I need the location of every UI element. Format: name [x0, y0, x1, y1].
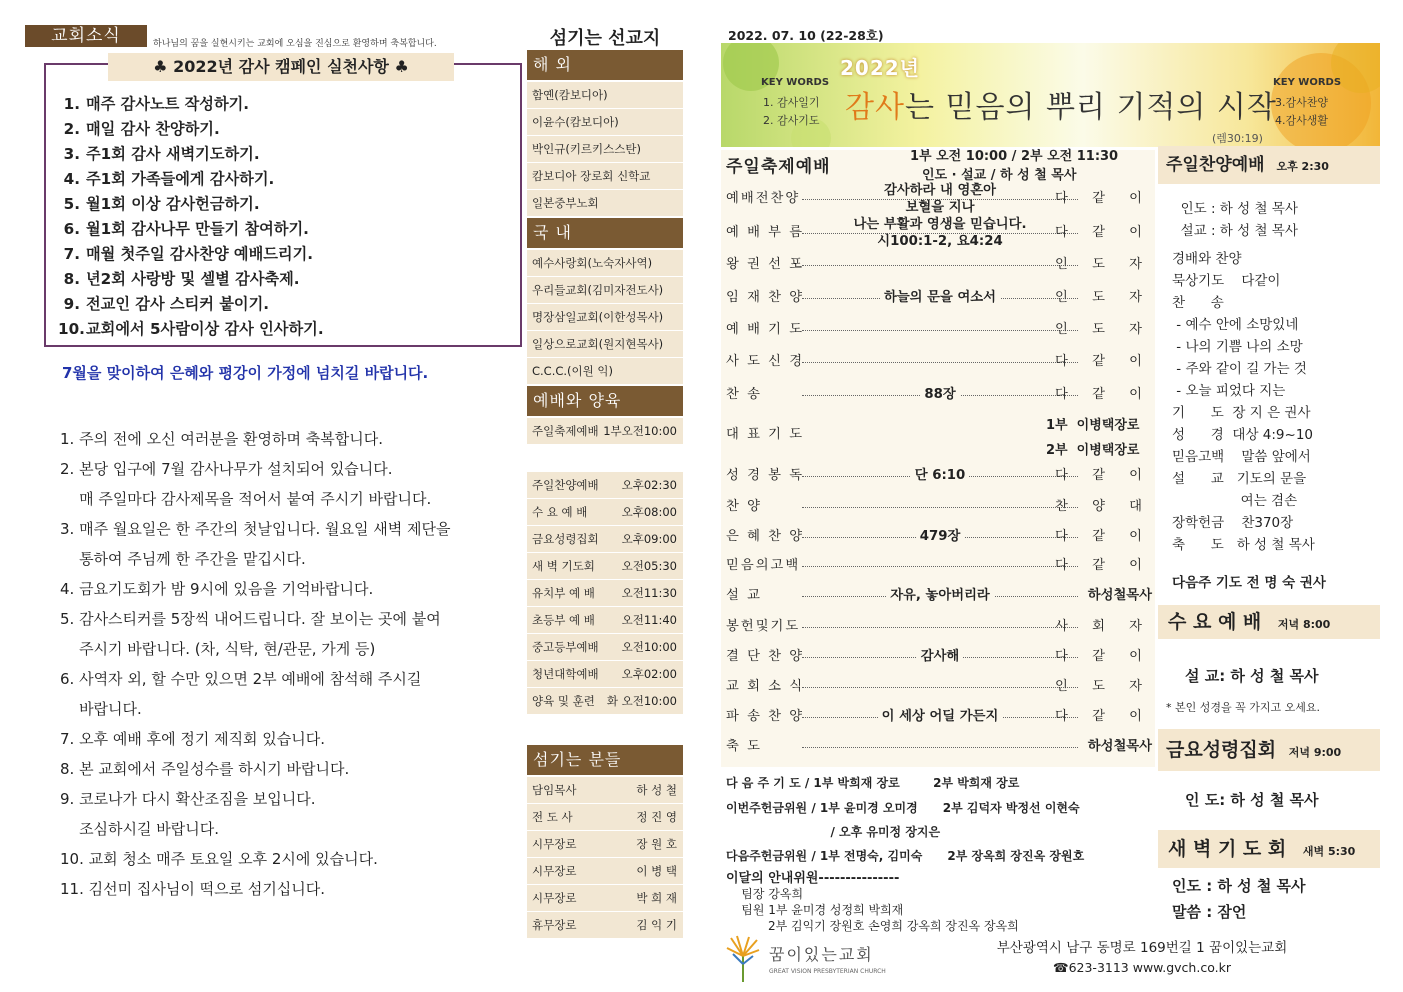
overseas-mission: [527, 136, 683, 163]
keywords-left-2: 2. 감사기도: [763, 114, 820, 127]
campaign-item-text: 주1회 가족들에게 감사하기.: [86, 170, 275, 188]
welcome-note: 하나님의 꿈을 실현시키는 교회에 오심을 진심으로 환영하며 축복합니다.: [153, 39, 437, 49]
domestic-mission: [527, 250, 683, 277]
campaign-item-number: 9.: [63, 295, 80, 313]
service-schedule-row: [527, 607, 683, 634]
slogan-rest: 는 믿음의 뿌리 기적의 시작: [904, 90, 1277, 125]
order-dots: [802, 265, 1078, 266]
order-label: 은 혜 찬 양: [726, 529, 805, 544]
order-label: 예 배 기 도: [726, 322, 805, 337]
order-dots: [802, 507, 1078, 508]
sunday-service-time: [910, 147, 1118, 185]
domestic-mission: [527, 304, 683, 331]
campaign-item: [58, 142, 324, 167]
order-dots: [802, 566, 1078, 567]
order-dots: [802, 330, 1078, 331]
keywords-left-1: 1. 감사일기: [763, 96, 820, 109]
worship-order-row: [726, 217, 1154, 249]
sunday-time-line: 1부 오전 10:00 / 2부 오전 11:30: [910, 149, 1119, 164]
keywords-left-title: KEY WORDS: [761, 77, 830, 88]
service-schedule-row-value: 오후02:30: [621, 478, 677, 492]
news-item: 매 주일마다 감사제목을 적어서 붙여 주시기 바랍니다.: [60, 490, 432, 508]
worship-order-row: [726, 555, 1154, 577]
order-dots: [802, 687, 1078, 688]
banner-slogan: [845, 82, 1277, 126]
keywords-right-title: KEY WORDS: [1273, 77, 1342, 88]
staff-row-label: 시무장로: [532, 864, 577, 878]
praise-service-title: 주일찬양예배: [1166, 155, 1265, 175]
news-item: 주시기 바랍니다. (차, 식탁, 현/관문, 가게 등): [60, 640, 376, 658]
news-item: 통하여 주님께 한 주간을 맡깁시다.: [60, 550, 306, 568]
order-label: 파 송 찬 양: [726, 709, 805, 724]
order-responsible: 다 같 이: [1055, 468, 1152, 483]
service-schedule-row-value: 오후09:00: [621, 532, 677, 546]
order-content-text: 이 세상 어딜 가든지: [878, 709, 1003, 724]
domestic-mission-label: C.C.C.(이원 익): [532, 364, 614, 378]
worship-order-row: [726, 736, 1154, 758]
worship-footer-line: 팀원 1부 윤미경 성정희 박희재: [726, 903, 904, 917]
campaign-item-text: 년2회 사랑방 및 셀별 감사축제.: [86, 270, 300, 288]
wednesday-time: 저녁 8:00: [1277, 618, 1331, 631]
service-schedule-row-value: 화 오전10:00: [606, 694, 677, 708]
church-contact: ☎623-3113 www.gvch.co.kr: [1053, 960, 1231, 975]
order-label: 사 도 신 경: [726, 354, 805, 369]
staff-row: [527, 858, 683, 885]
staff-header: 섬기는 분들: [527, 745, 683, 775]
order-responsible: 인 도 자: [1055, 257, 1152, 272]
order-responsible: 다 같 이: [1055, 354, 1152, 369]
domestic-header: 국 내: [527, 218, 683, 248]
order-responsible: 다 같 이: [1055, 529, 1152, 544]
service-schedule-row-label: 주일축제예배: [532, 424, 599, 438]
order-content: [802, 646, 1078, 668]
service-schedule-row-value: [607, 715, 677, 716]
logo-subtext: GREAT VISION PRESBYTERIAN CHURCH: [769, 968, 886, 975]
service-schedule-row: [527, 688, 683, 715]
praise-service-time: 오후 2:30: [1276, 160, 1329, 173]
service-schedule-row: [527, 526, 683, 553]
worship-order-row: [726, 183, 1154, 215]
order-responsible: 다 같 이: [1055, 709, 1152, 724]
order-content-sub: 보혈을 지나: [902, 200, 979, 215]
staff-row-value: 김 익 기: [636, 918, 677, 932]
campaign-item-number: 3.: [63, 145, 80, 163]
worship-order-row: [726, 319, 1154, 341]
prayer-part1: 1부 이병택장로: [1046, 418, 1140, 433]
wednesday-service-header: [1158, 605, 1380, 639]
campaign-item-text: 주1회 감사 새벽기도하기.: [86, 145, 260, 163]
praise-detail-line: 축 도 하 성 철 목사: [1172, 537, 1315, 553]
worship-footer-line: 다음주헌금위원 / 1부 전명숙, 김미숙 2부 장옥희 장진옥 장원호: [726, 849, 1085, 863]
logo-text: 꿈이있는교회: [769, 945, 874, 964]
praise-detail-line: 기 도 장 지 은 권사: [1172, 405, 1311, 421]
order-responsible: 다 같 이: [1055, 191, 1152, 206]
news-item: 7. 오후 예배 후에 정기 제직회 있습니다.: [60, 730, 326, 748]
order-responsible: 인 도 자: [1055, 290, 1152, 305]
campaign-item-text: 월1회 이상 감사헌금하기.: [86, 195, 260, 213]
order-responsible: 인 도 자: [1055, 322, 1152, 337]
news-item: 2. 본당 입구에 7월 감사나무가 설치되어 있습니다.: [60, 460, 393, 478]
news-item: 1. 주의 전에 오신 여러분을 환영하며 축복합니다.: [60, 430, 383, 448]
service-schedule-row-label: 금요성령집회: [532, 532, 599, 546]
news-list: [60, 424, 530, 904]
july-message: 7월을 맞이하여 은혜와 평강이 가정에 넘치길 바랍니다.: [62, 364, 429, 382]
order-responsible: 하성철목사: [1087, 739, 1152, 754]
banner-year: 2022년: [840, 56, 920, 80]
campaign-item-number: 7.: [63, 245, 80, 263]
staff-row-label: 담임목사: [532, 783, 577, 797]
domestic-mission-label: 우리들교회(김미자전도사): [532, 283, 664, 297]
campaign-item-number: 10.: [58, 320, 85, 338]
overseas-mission-label: 박인규(키르키스스탄): [532, 142, 641, 156]
section-tag: 교회소식: [25, 25, 147, 47]
order-content-text: 88장: [920, 387, 959, 402]
friday-time: 저녁 9:00: [1288, 746, 1342, 759]
praise-detail-line: 여는 겸손: [1172, 493, 1298, 509]
order-content: [802, 287, 1078, 309]
worship-order-row: [726, 676, 1154, 698]
order-label: 결 단 찬 양: [726, 649, 805, 664]
campaign-list: [58, 92, 324, 342]
campaign-item: [58, 242, 324, 267]
news-item: 11. 김선미 집사님이 떡으로 섬기십니다.: [60, 880, 326, 898]
worship-order-row: [726, 287, 1154, 309]
news-item: 바랍니다.: [60, 700, 142, 718]
campaign-item-number: 1.: [63, 95, 80, 113]
campaign-item-number: 2.: [63, 120, 80, 138]
service-schedule-row-label: 유치부 예 배: [532, 586, 595, 600]
staff-row: [527, 885, 683, 912]
worship-order-row: [726, 706, 1154, 728]
news-item: 4. 금요기도회가 밤 9시에 있음을 기억바랍니다.: [60, 580, 374, 598]
campaign-item: [58, 192, 324, 217]
order-responsible: 찬 양 대: [1055, 499, 1152, 514]
order-label: 임 재 찬 양: [726, 290, 805, 305]
order-content-text: 단 6:10: [911, 468, 970, 483]
worship-footer-line: 2부 김익기 장원호 손영희 강옥희 장진옥 장옥희: [726, 919, 1019, 933]
order-responsible: 하성철목사: [1087, 588, 1152, 603]
order-content-sub: 시100:1-2, 요4:24: [873, 234, 1007, 249]
order-content: [802, 465, 1078, 487]
news-item: 조심하시길 바랍니다.: [60, 820, 220, 838]
worship-order-row: [726, 616, 1154, 638]
order-label: 믿음의고백: [726, 558, 801, 573]
campaign-item-text: 매주 감사노트 작성하기.: [86, 95, 250, 113]
service-schedule-row: [527, 553, 683, 580]
order-dots: [802, 627, 1078, 628]
overseas-mission-label: 일본중부노회: [532, 196, 599, 210]
order-responsible: 다 같 이: [1055, 387, 1152, 402]
praise-detail-line: 경배와 찬양: [1172, 251, 1242, 267]
order-label: 찬 양: [726, 499, 762, 514]
praise-detail-line: - 오늘 피었다 지는: [1172, 383, 1286, 399]
services-header: 예배와 양육: [527, 386, 683, 416]
overseas-mission-label: 이윤수(캄보디아): [532, 115, 619, 129]
news-item: 10. 교회 청소 매주 토요일 오후 2시에 있습니다.: [60, 850, 378, 868]
domestic-mission: [527, 358, 683, 385]
staff-row-value: 이 병 택: [636, 864, 677, 878]
service-schedule-row: [527, 445, 683, 446]
campaign-item: [58, 292, 324, 317]
overseas-mission: [527, 163, 683, 190]
dawn-title: 새 벽 기 도 회: [1168, 838, 1287, 860]
praise-detail-line: 장학헌금 찬370장: [1172, 515, 1294, 531]
friday-leader: 인 도: 하 성 철 목사: [1185, 791, 1319, 809]
campaign-item: [58, 117, 324, 142]
order-content: [802, 384, 1078, 406]
service-schedule-row-label: 새 벽 기도회: [532, 559, 595, 573]
order-dots: [802, 747, 1078, 748]
campaign-item-text: 매일 감사 찬양하기.: [86, 120, 220, 138]
order-responsible: 다 같 이: [1055, 558, 1152, 573]
worship-footer-line: 이달의 안내위원---------------: [726, 871, 900, 886]
praise-detail-line: 설 교 기도의 문을: [1172, 471, 1307, 487]
dawn-time: 새벽 5:30: [1302, 845, 1356, 858]
campaign-item-number: 5.: [63, 195, 80, 213]
news-item: 8. 본 교회에서 주일성수를 하시기 바랍니다.: [60, 760, 350, 778]
staff-row-label: 시무장로: [532, 837, 577, 851]
order-content: [802, 706, 1078, 728]
service-schedule-row: [527, 499, 683, 526]
overseas-mission: [527, 109, 683, 136]
service-schedule-row-label: 수 요 예 배: [532, 505, 588, 519]
praise-service-header: [1158, 146, 1380, 184]
order-label: 설 교: [726, 588, 762, 603]
dawn-prayer-header: [1158, 830, 1380, 868]
staff-row-label: 휴무장로: [532, 918, 577, 932]
dawn-word: 말씀 : 잠언: [1172, 903, 1247, 921]
staff-row: [527, 804, 683, 831]
service-schedule-row: [527, 472, 683, 499]
service-schedule-row: [527, 634, 683, 661]
praise-detail-line: - 주와 같이 길 가는 것: [1172, 361, 1307, 377]
worship-footer-line: 다 음 주 기 도 / 1부 박희재 장로 2부 박희재 장로: [726, 776, 1020, 790]
praise-detail-line: - 나의 기쁨 나의 소망: [1172, 339, 1303, 355]
staff-row: [527, 777, 683, 804]
order-label: 왕 권 선 포: [726, 257, 805, 272]
order-responsible: 사 회 자: [1055, 619, 1152, 634]
domestic-mission-label: 일상으로교회(원지현목사): [532, 337, 664, 351]
campaign-item: [58, 317, 324, 342]
order-label: 예 배 부 름: [726, 225, 805, 240]
service-schedule-row-value: 오후08:00: [621, 505, 677, 519]
staff-row-value: 장 원 호: [636, 837, 677, 851]
order-content: [802, 216, 1078, 250]
campaign-item: [58, 267, 324, 292]
campaign-title: ♣ 2022년 감사 캠페인 실천사항 ♣: [108, 53, 454, 81]
sunday-leader-line: 인도 · 설교 / 하 성 철 목사: [922, 168, 1077, 183]
service-schedule-row-label: 주일찬양예배: [532, 478, 599, 492]
order-content-text: 감사하라 내 영혼아: [880, 183, 1000, 198]
worship-footer-line: 팀장 강옥희: [726, 887, 804, 901]
news-item: 3. 매주 월요일은 한 주간의 첫날입니다. 월요일 새벽 제단을: [60, 520, 451, 538]
staff-row-value: 하 성 철: [636, 783, 677, 797]
sunday-service-title: 주일축제예배: [726, 157, 831, 177]
order-content-text: 하늘의 문을 여소서: [880, 290, 1000, 305]
domestic-mission: [527, 331, 683, 358]
church-logo: [723, 934, 903, 982]
service-schedule-row: [527, 715, 683, 716]
worship-order-row: [726, 496, 1154, 518]
domestic-mission-label: 명장삼일교회(이한성목사): [532, 310, 664, 324]
worship-footer-line: 이번주헌금위원 / 1부 윤미경 오미경 2부 김덕자 박정선 이현숙: [726, 801, 1080, 815]
order-label: 성 경 봉 독: [726, 468, 805, 483]
order-responsible: 다 같 이: [1055, 649, 1152, 664]
order-label: 봉헌및기도: [726, 619, 801, 634]
slogan-highlight: 감사: [845, 90, 905, 125]
wednesday-title: 수 요 예 배: [1168, 611, 1262, 633]
wednesday-preacher: 설 교: 하 성 철 목사: [1185, 667, 1319, 685]
service-schedule-row-label: 중고등부예배: [532, 640, 599, 654]
worship-footer-line: / 오후 유미정 장지은: [726, 825, 941, 839]
campaign-item-text: 전교인 감사 스티커 붙이기.: [86, 295, 270, 313]
overseas-mission-label: 함옌(캄보디아): [532, 88, 608, 102]
order-content-text: 자유, 놓아버리라: [886, 588, 994, 603]
order-label: 대 표 기 도: [726, 427, 805, 442]
campaign-item: [58, 217, 324, 242]
worship-order-row: [726, 351, 1154, 373]
order-content-text: 479장: [916, 529, 965, 544]
keywords-right-1: 3.감사찬양: [1275, 96, 1328, 109]
news-item: 9. 코로나가 다시 확산조짐을 보입니다.: [60, 790, 316, 808]
domestic-mission-label: 예수사랑회(노숙자사역): [532, 256, 653, 270]
order-label: 축 도: [726, 739, 762, 754]
bulletin-date: 2022. 07. 10 (22-28호): [728, 28, 884, 43]
service-schedule-row-value: 오전11:30: [621, 586, 677, 600]
next-prayer: 다음주 기도 전 명 숙 권사: [1172, 575, 1326, 591]
order-responsible: 다 같 이: [1055, 225, 1152, 240]
service-schedule-row-label: 청년대학예배: [532, 667, 599, 681]
service-schedule-row-value: 1부오전10:00: [603, 424, 677, 438]
news-item: 6. 사역자 외, 할 수만 있으면 2부 예배에 참석해 주시길: [60, 670, 422, 688]
order-content: [802, 585, 1078, 607]
praise-detail-line: 설교 : 하 성 철 목사: [1172, 223, 1298, 239]
worship-order-row: [726, 585, 1154, 607]
news-item: 5. 감사스티커를 5장씩 내어드립니다. 잘 보이는 곳에 붙여: [60, 610, 441, 628]
praise-detail-line: 묵상기도 다같이: [1172, 273, 1281, 289]
praise-detail-line: 인도 : 하 성 철 목사: [1172, 201, 1298, 217]
service-schedule-row-value: 오후02:00: [621, 667, 677, 681]
staff-row-label: 전 도 사: [532, 810, 573, 824]
service-schedule-row-value: 오전10:00: [621, 640, 677, 654]
scripture-ref: (렘30:19): [1212, 132, 1263, 145]
praise-detail-line: 찬 송: [1172, 295, 1224, 311]
order-content: [802, 526, 1078, 548]
campaign-item-text: 매월 첫주일 감사찬양 예배드리기.: [86, 245, 314, 263]
church-address: 부산광역시 남구 동명로 169번길 1 꿈이있는교회: [996, 940, 1288, 956]
staff-row-label: 시무장로: [532, 891, 577, 905]
praise-service-details: [1172, 198, 1315, 556]
order-content-text: 감사해: [917, 649, 964, 664]
keywords-right-2: 4.감사생활: [1275, 114, 1328, 127]
service-schedule-row: [527, 418, 683, 445]
service-schedule-row: [527, 580, 683, 607]
prayer-part2: 2부 이병택장로: [1046, 443, 1140, 458]
service-schedule-row: [527, 661, 683, 688]
service-schedule-row-value: 오전05:30: [621, 559, 677, 573]
friday-title: 금요성령집회: [1166, 739, 1277, 761]
worship-order-row: [726, 384, 1154, 406]
order-content-text: 나는 부활과 영생을 믿습니다.: [849, 217, 1030, 232]
order-label: 예배전찬양: [726, 191, 801, 206]
campaign-item: [58, 92, 324, 117]
overseas-mission: [527, 82, 683, 109]
friday-service-header: [1158, 729, 1380, 771]
campaign-item: [58, 167, 324, 192]
campaign-item-number: 4.: [63, 170, 80, 188]
overseas-mission: [527, 190, 683, 217]
campaign-item-text: 월1회 감사나무 만들기 참여하기.: [86, 220, 309, 238]
order-label: 찬 송: [726, 387, 762, 402]
worship-order-row: [726, 465, 1154, 487]
staff-row: [527, 831, 683, 858]
staff-row: [527, 912, 683, 939]
staff-row-value: 정 진 영: [636, 810, 677, 824]
service-schedule-row-label: 초등부 예 배: [532, 613, 595, 627]
campaign-item-number: 6.: [63, 220, 80, 238]
order-content: [802, 182, 1078, 216]
tree-logo-icon: [723, 934, 763, 982]
worship-order-row: [726, 526, 1154, 548]
staff-row-value: 박 희 재: [636, 891, 677, 905]
order-responsible: 인 도 자: [1055, 679, 1152, 694]
overseas-header: 해 외: [527, 50, 683, 80]
service-schedule-row-value: [603, 445, 677, 446]
praise-detail-line: 성 경 대상 4:9~10: [1172, 427, 1314, 443]
campaign-item-text: 교회에서 5사람이상 감사 인사하기.: [86, 320, 324, 338]
campaign-item-number: 8.: [63, 270, 80, 288]
order-dots: [802, 362, 1078, 363]
church-address-block: [972, 938, 1312, 978]
missions-title: 섬기는 선교지: [549, 28, 661, 49]
service-schedule-row-value: 오전11:40: [621, 613, 677, 627]
service-schedule-row-label: 양육 및 훈련: [532, 694, 595, 708]
praise-detail-line: - 예수 안에 소망있네: [1172, 317, 1299, 333]
worship-order-row: [726, 254, 1154, 276]
dawn-leader: 인도 : 하 성 철 목사: [1172, 877, 1306, 895]
wednesday-note: * 본인 성경을 꼭 가지고 오세요.: [1166, 701, 1320, 714]
domestic-mission: [527, 277, 683, 304]
worship-order-row: [726, 646, 1154, 668]
praise-detail-line: 믿음고백 말씀 앞에서: [1172, 449, 1311, 465]
order-label: 교 회 소 식: [726, 679, 805, 694]
overseas-mission-label: 캄보디아 장로회 신학교: [532, 169, 651, 183]
